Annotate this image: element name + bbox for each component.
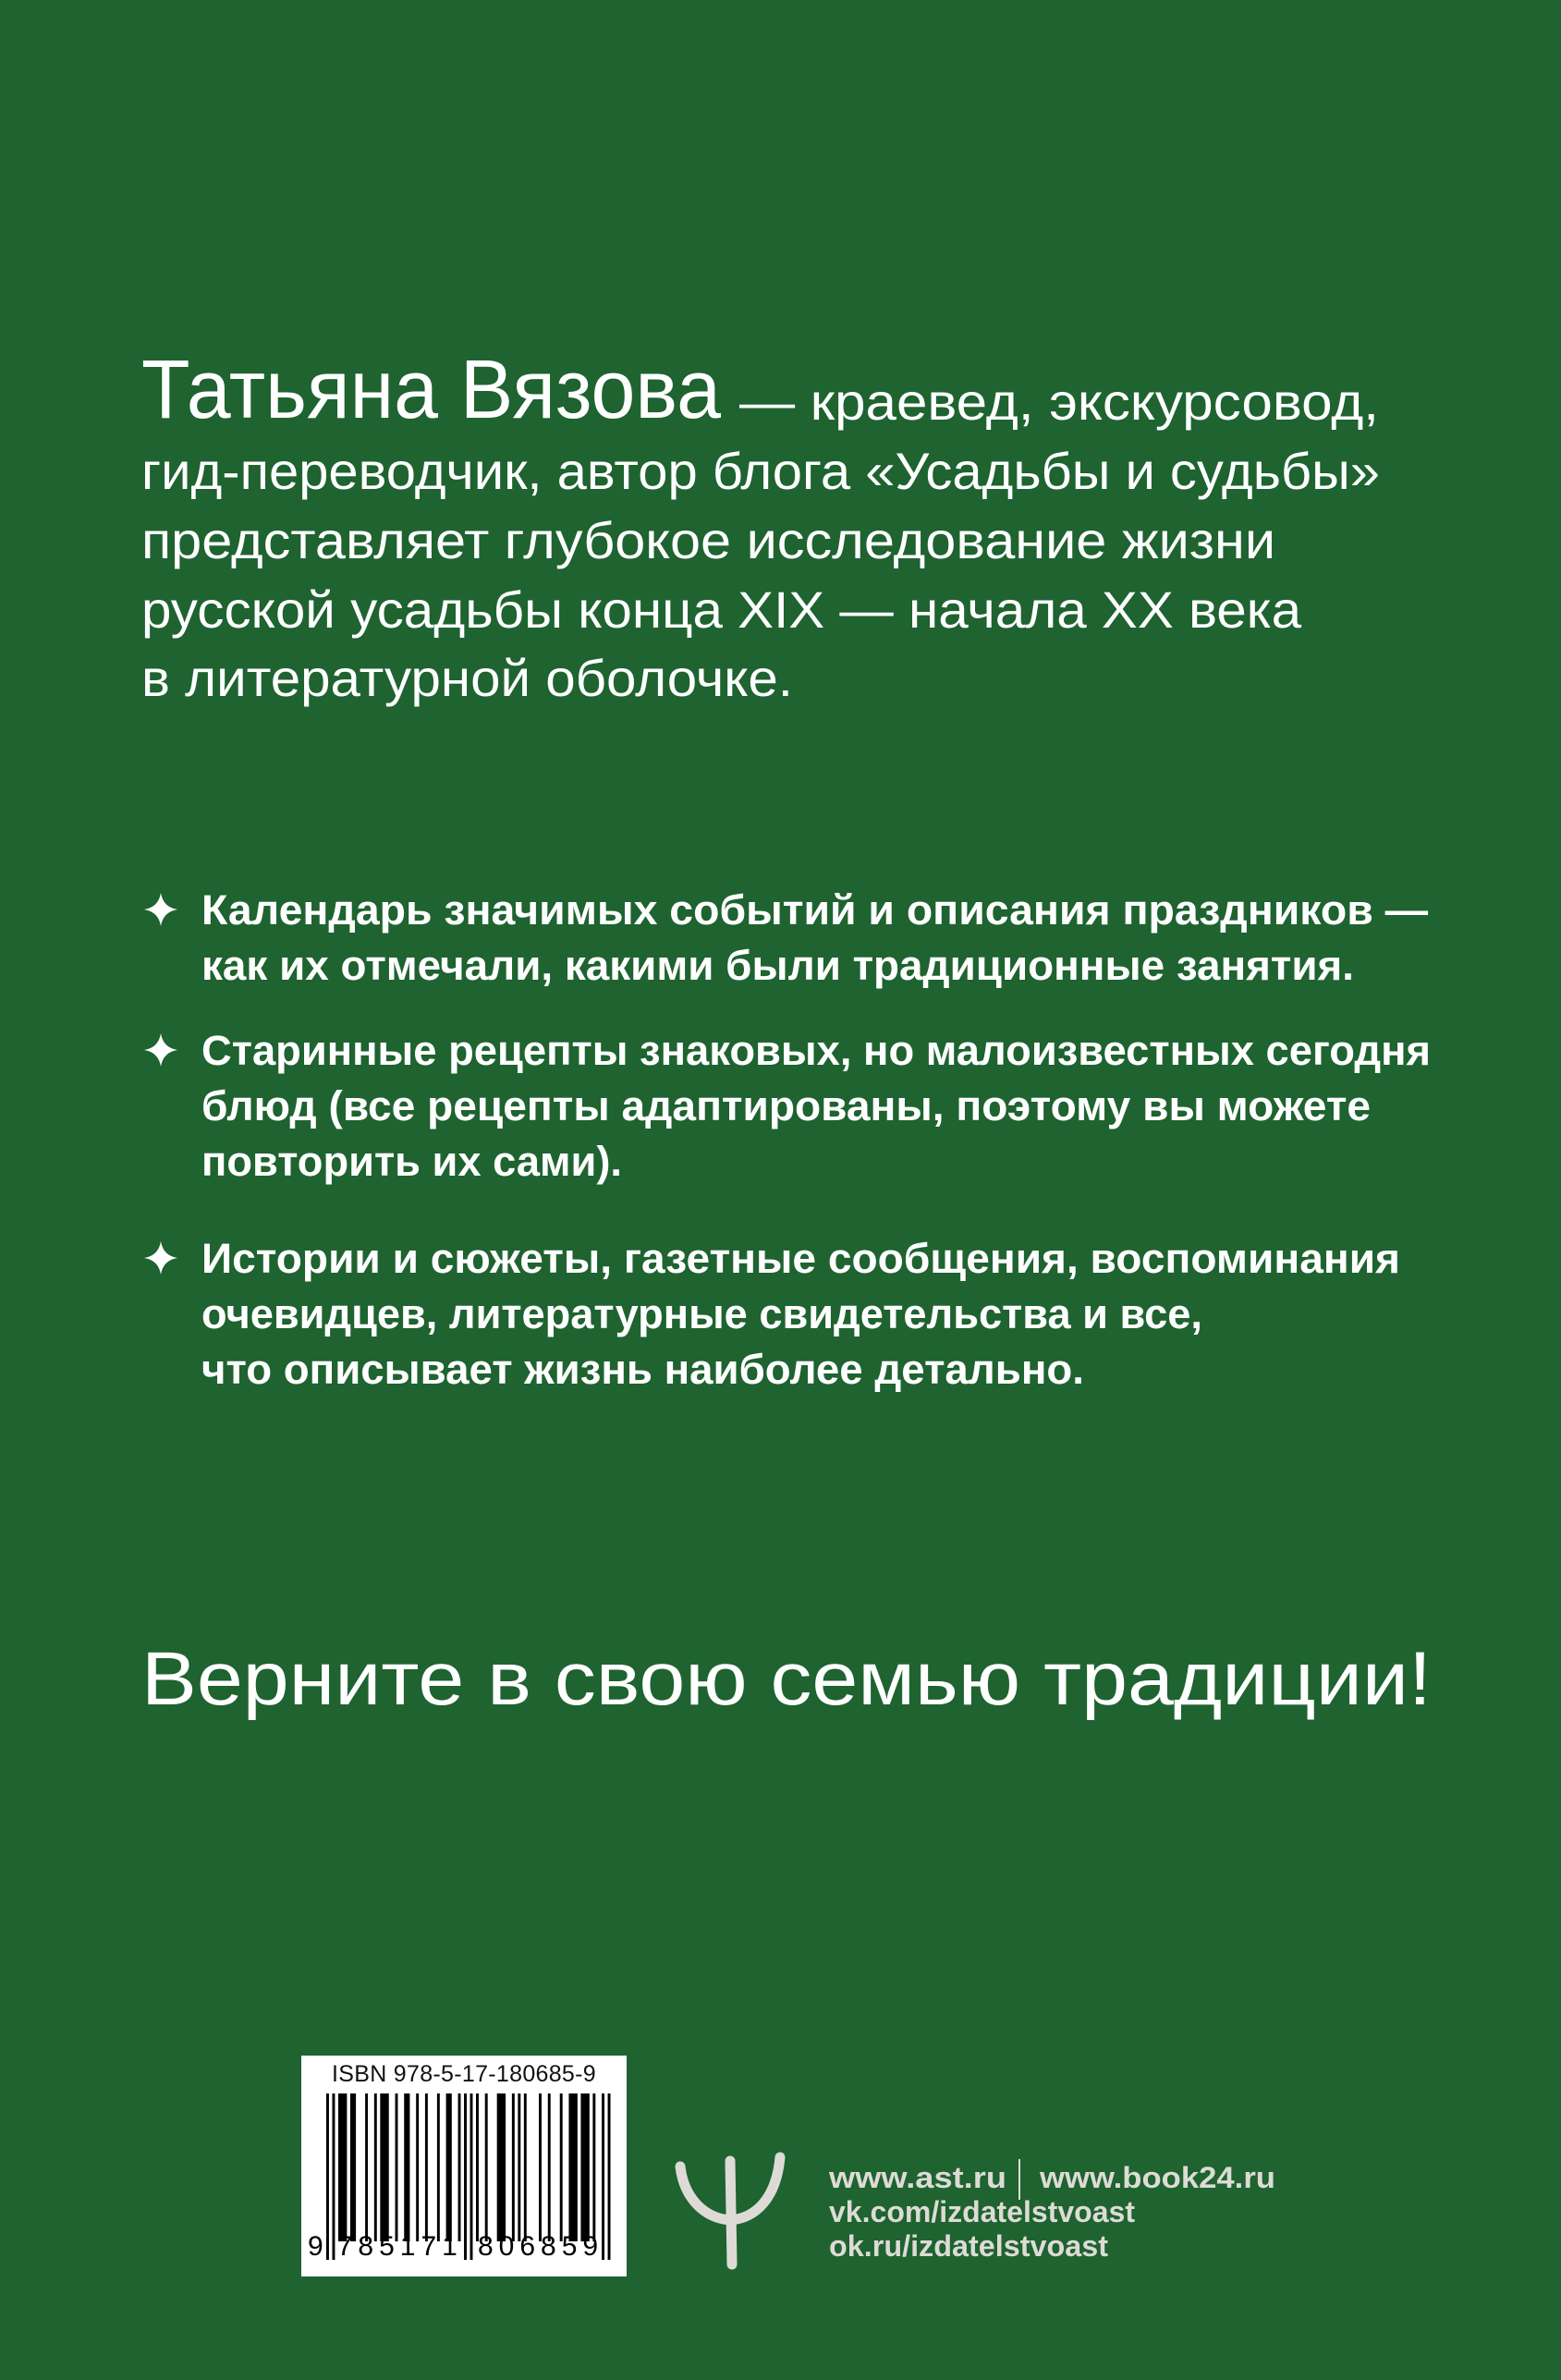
feature-line: как их отмечали, какими были традиционные занятия. [201, 942, 1354, 990]
svg-text:7: 7 [336, 2231, 353, 2262]
svg-text:8: 8 [541, 2231, 556, 2262]
feature-line: Истории и сюжеты, газетные сообщения, воспоминания [201, 1235, 1400, 1283]
svg-text:8: 8 [478, 2231, 494, 2262]
link-book24[interactable]: www.book24.ru [1040, 2161, 1275, 2194]
feature-line: блюд (все рецепты адаптированы, поэтому вы можете [201, 1082, 1372, 1130]
feature-line: что описывает жизнь наиболее детально. [201, 1346, 1084, 1394]
link-ast[interactable]: www.ast.ru [829, 2161, 1006, 2194]
star-bullet-icon [144, 1033, 177, 1067]
svg-text:6: 6 [519, 2231, 536, 2262]
feature-line: очевидцев, литературные свидетельства и все, [201, 1290, 1202, 1338]
link-vk[interactable]: vk.com/izdatelstvoast [829, 2195, 1135, 2228]
star-bullet-icon [144, 1241, 177, 1275]
svg-text:7: 7 [421, 2231, 437, 2262]
svg-text:1: 1 [442, 2231, 457, 2262]
intro-line: — краевед, экскурсовод, [739, 372, 1379, 432]
svg-text:5: 5 [379, 2231, 395, 2262]
intro-line: русской усадьбы конца XIX — начала XX века [141, 580, 1302, 640]
isbn-barcode [301, 2056, 627, 2276]
svg-text:9: 9 [308, 2231, 323, 2262]
barcode-bars [301, 2056, 627, 2276]
intro-line: в литературной оболочке. [141, 649, 794, 708]
svg-text:9: 9 [582, 2231, 599, 2262]
feature-line: повторить их сами). [201, 1138, 622, 1186]
svg-text:8: 8 [358, 2231, 374, 2262]
svg-text:5: 5 [561, 2231, 578, 2262]
slogan-text: Верните в свою семью традиции! [141, 1636, 1432, 1721]
isbn-label: ISBN 978-5-17-180685-9 [332, 2061, 596, 2087]
author-name: Татьяна Вязова [141, 343, 722, 436]
psi-trident-logo-icon [673, 2150, 789, 2270]
intro-line: гид-переводчик, автор блога «Усадьбы и судьбы» [141, 442, 1380, 501]
intro-line: представляет глубокое исследование жизни [141, 511, 1276, 570]
star-bullet-icon [144, 893, 177, 926]
feature-line: Старинные рецепты знаковых, но малоизвестных сегодня [201, 1027, 1432, 1075]
svg-text:0: 0 [498, 2231, 515, 2262]
svg-text:1: 1 [399, 2231, 416, 2262]
link-separator [1018, 2159, 1020, 2200]
feature-line: Календарь значимых событий и описания праздников — [201, 886, 1429, 934]
link-ok[interactable]: ok.ru/izdatelstvoast [829, 2229, 1109, 2263]
